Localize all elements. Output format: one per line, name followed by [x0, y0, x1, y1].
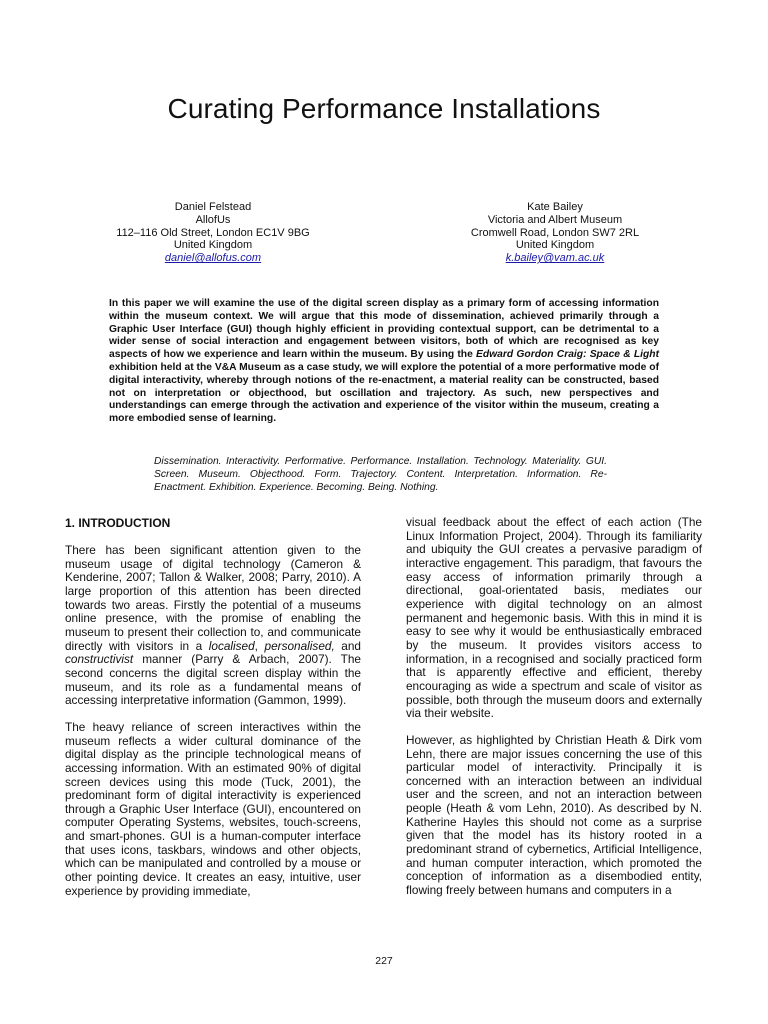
- abstract-text: exhibition held at the V&A Museum as a case study, we will explore the potential of a more performative mode of digital interactivity, whereby through notions of the re-enactment, a material reality can be constructed, based not on interpretation or objecthood, but oscillation and trajectory. As such, new perspectives and understandings can emerge through the activation and experience of the visitor within the museum, creating a more embodied sense of learning.: [109, 361, 659, 425]
- author-address: 112–116 Old Street, London EC1V 9BG: [116, 226, 310, 239]
- paragraph: The heavy reliance of screen interactives within the museum reflects a wider cultural dominance of the digital display as the principle technological means of accessing information. With an estimated 90% of digital screen devices using this mode (Tuck, 2001), the predominant form of digital interactivity is experienced through a Graphic User Interface (GUI), encountered on computer Operating Systems, websites, touch-screens, and smart-phones. GUI is a human-computer interface that uses icons, taskbars, windows and other objects, which can be manipulated and controlled by a mouse or other pointing device. It creates an easy, intuitive, user experience by providing immediate,: [65, 719, 361, 898]
- paper-title: Curating Performance Installations: [167, 93, 601, 124]
- paragraph: However, as highlighted by Christian Heath & Dirk vom Lehn, there are major issues concerning the use of this particular model of interactivity. Principally it is concerned with an interaction between an individual user and the screen, and not an interaction between people (Heath & vom Lehn, 2010). As described by N. Katherine Hayles this should not come as a surprise given that the model has its history rooted in a predominant strand of cybernetics, Artificial Intelligence, and human computer interaction, which promoted the conception of information as a disembodied entity, flowing freely between humans and computers in a: [406, 732, 702, 898]
- author-name: Daniel Felstead: [174, 201, 252, 213]
- author-block-bailey: [405, 201, 705, 265]
- left-column: [65, 516, 361, 911]
- abstract-text: In this paper we will examine the use of the digital screen display as a primary form of accessing information within the museum context. We will argue that this mode of dissemination, achieved primarily through a Graphic User Interface (GUI) though highly efficient in providing contextual support, can be detrimental to a wider sense of social interaction and engagement between visitors, both of which are recognised as key aspects of how we experience and learn within the museum. By using the: [109, 298, 659, 361]
- section-heading: 1. INTRODUCTION: [65, 516, 171, 530]
- author-country: United Kingdom: [515, 239, 595, 252]
- author-email-link[interactable]: daniel@allofus.com: [164, 252, 262, 265]
- right-column: [406, 516, 702, 911]
- author-organization: AllofUs: [195, 213, 231, 226]
- author-name: Kate Bailey: [527, 201, 583, 213]
- exhibition-title: Edward Gordon Craig: Space & Light: [476, 349, 659, 361]
- page-number: 227: [375, 955, 393, 967]
- author-block-felstead: [63, 201, 363, 265]
- author-organization: Victoria and Albert Museum: [487, 213, 623, 226]
- keywords: Dissemination. Interactivity. Performative. Performance. Installation. Technology. Materiality. GUI. Screen. Museum. Objecthood. Form. Trajectory. Content. Interpretation. Information. Re-Enactment. Exhibition. Experience. Becoming. Being. Nothing.: [154, 456, 607, 493]
- author-address: Cromwell Road, London SW7 2RL: [470, 226, 640, 239]
- abstract: [109, 298, 659, 426]
- author-email-link[interactable]: k.bailey@vam.ac.uk: [505, 252, 605, 265]
- paragraph: There has been significant attention given to the museum usage of digital technology (Cameron & Kenderine, 2007; Tallon & Walker, 2008; Parry, 2010). A large proportion of this attention has been directed towards two areas. Firstly the potential of a museums online presence, with the promise of enabling the museum to present their collection to, and communicate directly with visitors in a localised, personalised, and constructivist manner (Parry & Arbach, 2007). The second concerns the digital screen display within the museum, and its role as a fundamental means of accessing interpretative information (Gammon, 1999).: [65, 543, 361, 708]
- paragraph: visual feedback about the effect of each action (The Linux Information Project, 2004). Through its familiarity and ubiquity the GUI creates a pervasive paradigm of interactive engagement. This paradigm, that favours the easy access of information primarily through a directional, goal-orientated basis, mediates our experience with digital technology on an almost permanent and hegemonic basis. With this in mind it is easy to see why it would be enthusiastically embraced by the museum. It provides visitors access to information, in a recognised and socially practiced form that is apparently effective and efficient, thereby encouraging as wide a spectrum and scale of visitor as possible, both through the museum doors and externally via their website.: [406, 515, 702, 721]
- author-country: United Kingdom: [173, 239, 253, 252]
